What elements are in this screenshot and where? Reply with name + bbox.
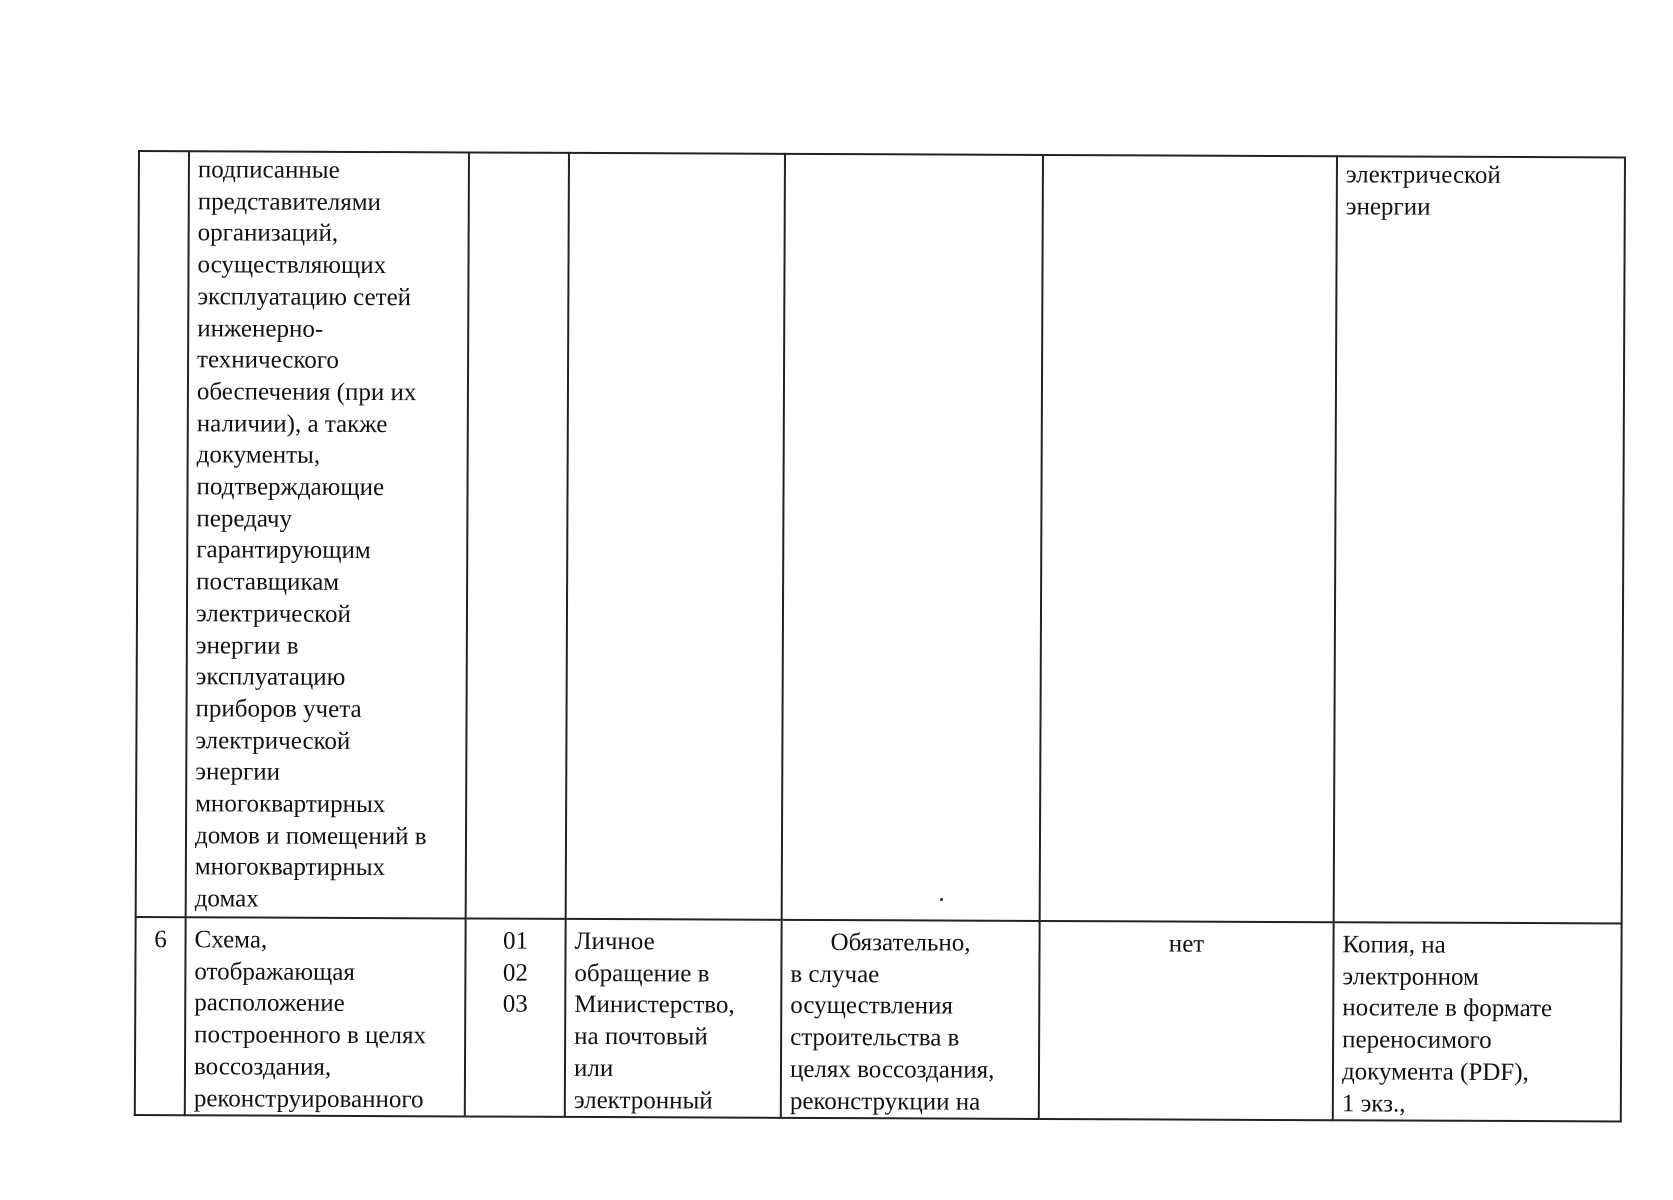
cell-form: Копия, на электронном носителе в формате переносимого документа (PDF), 1 экз., [1333, 922, 1622, 1121]
cell-interdepartmental [1040, 155, 1337, 922]
code-item: 03 [502, 991, 528, 1019]
code-item: 02 [502, 959, 528, 987]
cell-interdepartmental: нет [1039, 921, 1334, 1120]
cell-document-name: Схема, отображающая расположение построенного в целях воссоздания, реконструированного [185, 917, 466, 1116]
cell-number: 6 [135, 917, 186, 1115]
cell-document-name: подписанные представителями организаций, осуществляющих эксплуатацию сетей инженерно- технического обеспечения (при их наличии), а также документы, подтверждающие передачу гарантирующим поставщикам электрической энергии в эксплуатацию приборов учета электрической энергии многоквартирных домов и помещений в многоквартирных домах [186, 151, 469, 918]
table-row-6 [135, 917, 1622, 1122]
cell-codes [466, 152, 569, 918]
cell-submission-method: Личное обращение в Министерство, на почтовый или электронный [565, 919, 782, 1118]
cell-obligation [782, 154, 1043, 921]
scan-speck [940, 898, 943, 901]
obligation-text: в случае осуществления строительства в целях воссоздания, реконструкции на [789, 960, 995, 1116]
cell-obligation [781, 920, 1040, 1119]
cell-number [136, 151, 189, 917]
cell-form: электрической энергии [1334, 156, 1625, 923]
table-row-continued [136, 151, 1625, 923]
cell-codes [465, 918, 566, 1117]
cell-submission-method [566, 153, 785, 920]
obligation-heading: Обязательно, [830, 929, 971, 957]
code-item: 01 [502, 927, 529, 955]
requirements-table [134, 150, 1626, 1123]
